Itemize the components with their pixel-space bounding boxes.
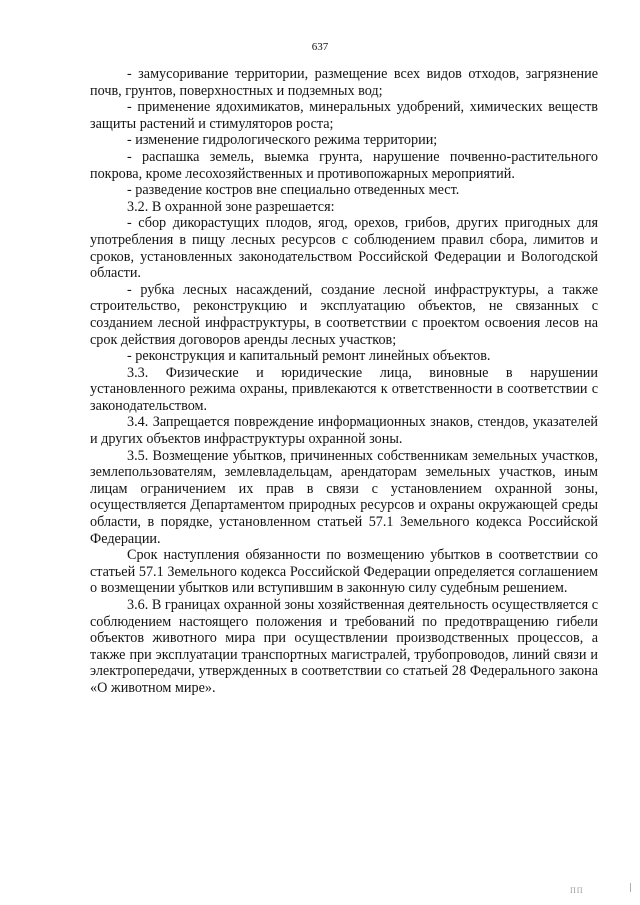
clause-paragraph: 3.3. Физические и юридические лица, виновные в нарушении установленного режима охраны, привлекаются к ответственности в соответствии с законодательством.: [90, 364, 598, 414]
list-item: - распашка земель, выемка грунта, нарушение почвенно-растительного покрова, кроме лесохозяйственных и противопожарных мероприятий.: [90, 148, 598, 182]
clause-paragraph: 3.5. Возмещение убытков, причиненных собственникам земельных участков, землепользователям, землевладельцам, арендаторам земельных участков, иным лицам ограничением их прав в связи с установлением охранной зоны, осуществляется Департаментом природных ресурсов и охраны окружающей среды области, в порядке, установленном статьей 57.1 Земельного кодекса Российской Федерации.: [90, 447, 598, 547]
list-item: - изменение гидрологического режима территории;: [127, 132, 438, 149]
section-heading: 3.2. В охранной зоне разрешается:: [127, 198, 335, 215]
page-edge-tick: [630, 883, 631, 892]
list-item: - реконструкция и капитальный ремонт линейных объектов.: [127, 348, 491, 365]
list-item: - применение ядохимикатов, минеральных удобрений, химических веществ защиты растений и стимуляторов роста;: [90, 99, 598, 132]
scan-mark: ПП: [570, 886, 584, 895]
list-item: - разведение костров вне специально отведенных мест.: [127, 182, 460, 199]
clause-paragraph: 3.4. Запрещается повреждение информационных знаков, стендов, указателей и других объектов инфраструктуры охранной зоны.: [90, 414, 598, 448]
list-item: - замусоривание территории, размещение всех видов отходов, загрязнение почв, грунтов, поверхностных и подземных вод;: [90, 66, 598, 99]
clause-paragraph: 3.6. В границах охранной зоны хозяйственная деятельность осуществляется с соблюдением настоящего положения и требований по предотвращению гибели объектов животного мира при осуществлении производственных процессов, а также при эксплуатации транспортных магистралей, трубопроводов, линий связи и электропередачи, утвержденных в соответствии со статьей 28 Федерального закона «О животном мире».: [90, 597, 598, 696]
page-number: 637: [311, 41, 329, 53]
list-item: - сбор дикорастущих плодов, ягод, орехов, грибов, других пригодных для употребления в пищу лесных ресурсов с соблюдением правил сбора, лимитов и сроков, установленных законодательством Российской Федерации и Вологодской области.: [90, 215, 598, 282]
list-item: - рубка лесных насаждений, создание лесной инфраструктуры, а также строительство, реконструкцию и эксплуатацию объектов, не связанных с созданием лесной инфраструктуры, в соответствии с проектом освоения лесов на срок действия договоров аренды лесных участков;: [90, 281, 598, 348]
document-body: [90, 66, 598, 697]
body-paragraph: Срок наступления обязанности по возмещению убытков в соответствии со статьей 57.1 Земельного кодекса Российской Федерации определяется соглашением о возмещении убытков или вступившим в законную силу судебным решением.: [90, 547, 598, 597]
